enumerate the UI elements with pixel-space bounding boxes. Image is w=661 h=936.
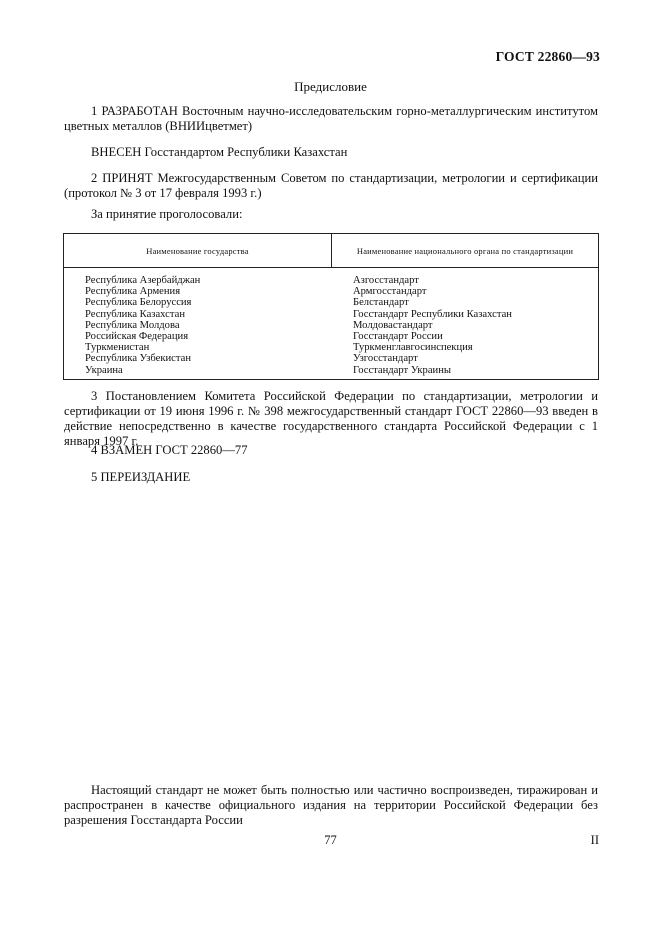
page-number: 77 bbox=[324, 833, 337, 847]
table-cell-body: Туркменглавгосинспекция bbox=[353, 342, 473, 354]
copyright-notice: Настоящий стандарт не может быть полностью или частично воспроизведен, тиражирован и распространен в качестве официального издания на территории Российской Федерации без разрешения Госстандарта России bbox=[64, 783, 598, 827]
table-cell-state: Республика Белоруссия bbox=[85, 297, 192, 309]
paragraph-voted-for: За принятие проголосовали: bbox=[91, 207, 243, 221]
table-cell-state: Республика Азербайджан bbox=[85, 275, 201, 286]
paragraph-developed-by: 1 РАЗРАБОТАН Восточным научно-исследовательским горно-металлургическим институтом цветных металлов (ВНИИцветмет) bbox=[64, 104, 598, 133]
states-column bbox=[85, 275, 200, 376]
table-cell-body: Узгосстандарт bbox=[353, 353, 418, 365]
paragraph-reissue: 5 ПЕРЕИЗДАНИЕ bbox=[91, 470, 191, 484]
paragraph-replaces: 4 ВЗАМЕН ГОСТ 22860—77 bbox=[91, 443, 248, 457]
table-cell-state: Республика Казахстан bbox=[85, 308, 186, 320]
table-cell-state: Республика Молдова bbox=[85, 319, 180, 331]
table-cell-state: Республика Узбекистан bbox=[85, 353, 192, 365]
table-cell-body: Белстандарт bbox=[353, 297, 409, 309]
paragraph-resolution: 3 Постановлением Комитета Российской Федерации по стандартизации, метрологии и сертификации от 19 июня 1996 г. № 398 межгосударственный стандарт ГОСТ 22860—93 введен в действие непосредственно в качестве государственного стандарта Российской Федерации с 1 января 1997 г. bbox=[64, 389, 598, 448]
paragraph-introduced-by: ВНЕСЕН Госстандартом Республики Казахстан bbox=[91, 145, 348, 159]
table-header-body: Наименование национального органа по стандартизации bbox=[356, 246, 574, 256]
table-cell-state: Республика Армения bbox=[85, 286, 181, 298]
voting-table bbox=[63, 233, 599, 380]
table-cell-body: Госстандарт Республики Казахстан bbox=[353, 308, 512, 320]
table-cell-body: Армгосстандарт bbox=[353, 286, 427, 298]
table-cell-state: Туркменистан bbox=[85, 342, 150, 354]
page-title: Предисловие bbox=[294, 79, 367, 94]
table-cell-body: Молдовастандарт bbox=[353, 319, 433, 331]
table-cell-state: Украина bbox=[85, 364, 123, 376]
table-cell-body: Госстандарт России bbox=[353, 331, 443, 343]
table-cell-state: Российская Федерация bbox=[85, 331, 189, 343]
standard-code: ГОСТ 22860—93 bbox=[495, 49, 600, 64]
paragraph-adopted-by: 2 ПРИНЯТ Межгосударственным Советом по стандартизации, метрологии и сертификации (протокол № 3 от 17 февраля 1993 г.) bbox=[64, 171, 598, 200]
page-roman-numeral: II bbox=[590, 833, 599, 847]
bodies-column bbox=[353, 275, 512, 376]
table-header-state: Наименование государства bbox=[146, 246, 249, 256]
table-cell-body: Азгосстандарт bbox=[353, 275, 419, 286]
table-cell-body: Госстандарт Украины bbox=[353, 364, 451, 376]
table-header-row bbox=[64, 234, 598, 268]
